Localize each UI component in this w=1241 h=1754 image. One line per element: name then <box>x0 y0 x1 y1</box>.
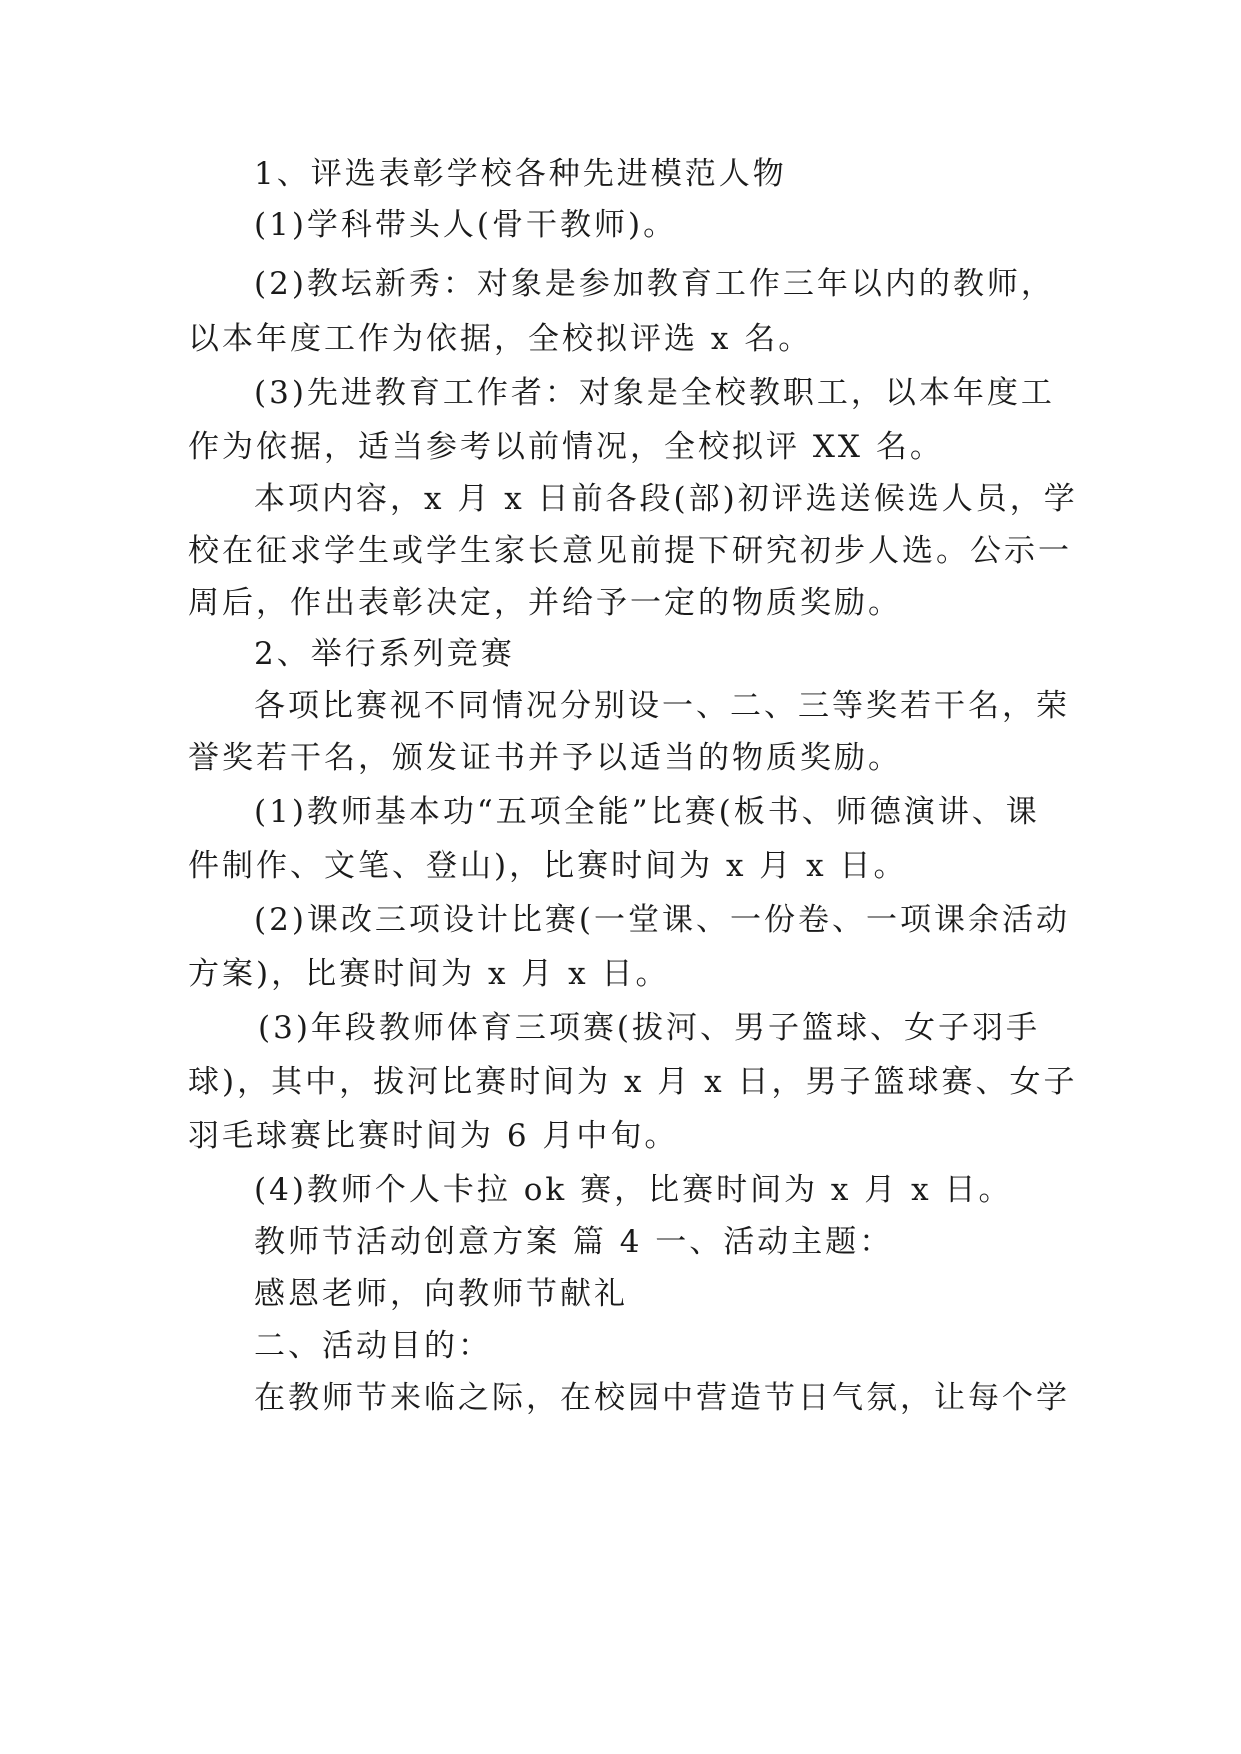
paragraph-line: (3)先进教育工作者：对象是全校教职工，以本年度工 <box>254 375 1055 411</box>
paragraph-line: 球)，其中，拔河比赛时间为 x 月 x 日，男子篮球赛、女子 <box>188 1064 1078 1100</box>
paragraph-line: 在教师节来临之际，在校园中营造节日气氛，让每个学 <box>254 1380 1070 1416</box>
paragraph-line: 作为依据，适当参考以前情况，全校拟评 XX 名。 <box>188 429 944 465</box>
paragraph-line: 周后，作出表彰决定，并给予一定的物质奖励。 <box>188 585 902 621</box>
paragraph-line: (2)教坛新秀：对象是参加教育工作三年以内的教师， <box>254 266 1055 302</box>
paragraph-line: (1)学科带头人(骨干教师)。 <box>254 207 678 243</box>
paragraph-line: (1)教师基本功“五项全能”比赛(板书、师德演讲、课 <box>254 794 1040 830</box>
paragraph-line: (2)课改三项设计比赛(一堂课、一份卷、一项课余活动 <box>254 902 1071 938</box>
paragraph-line: (3)年段教师体育三项赛(拔河、男子篮球、女子羽手 <box>258 1010 1041 1046</box>
heading-2: 2、举行系列竞赛 <box>254 636 515 672</box>
section-title: 教师节活动创意方案 篇 4 一、活动主题： <box>254 1224 894 1260</box>
paragraph-line: 以本年度工作为依据，全校拟评选 x 名。 <box>188 321 813 357</box>
paragraph-line: 羽毛球赛比赛时间为 6 月中旬。 <box>188 1118 679 1154</box>
paragraph-line: 感恩老师，向教师节献礼 <box>254 1276 628 1312</box>
paragraph-line: (4)教师个人卡拉 ok 赛，比赛时间为 x 月 x 日。 <box>254 1172 1013 1208</box>
heading-1: 1、评选表彰学校各种先进模范人物 <box>254 156 787 192</box>
paragraph-line: 件制作、文笔、登山)，比赛时间为 x 月 x 日。 <box>188 848 908 884</box>
paragraph-line: 本项内容，x 月 x 日前各段(部)初评选送候选人员，学 <box>254 481 1078 517</box>
paragraph-line: 各项比赛视不同情况分别设一、二、三等奖若干名，荣 <box>254 688 1070 724</box>
paragraph-line: 校在征求学生或学生家长意见前提下研究初步人选。公示一 <box>188 533 1072 569</box>
paragraph-line: 誉奖若干名，颁发证书并予以适当的物质奖励。 <box>188 740 902 776</box>
paragraph-line: 方案)，比赛时间为 x 月 x 日。 <box>188 956 670 992</box>
subheading: 二、活动目的： <box>254 1328 492 1364</box>
